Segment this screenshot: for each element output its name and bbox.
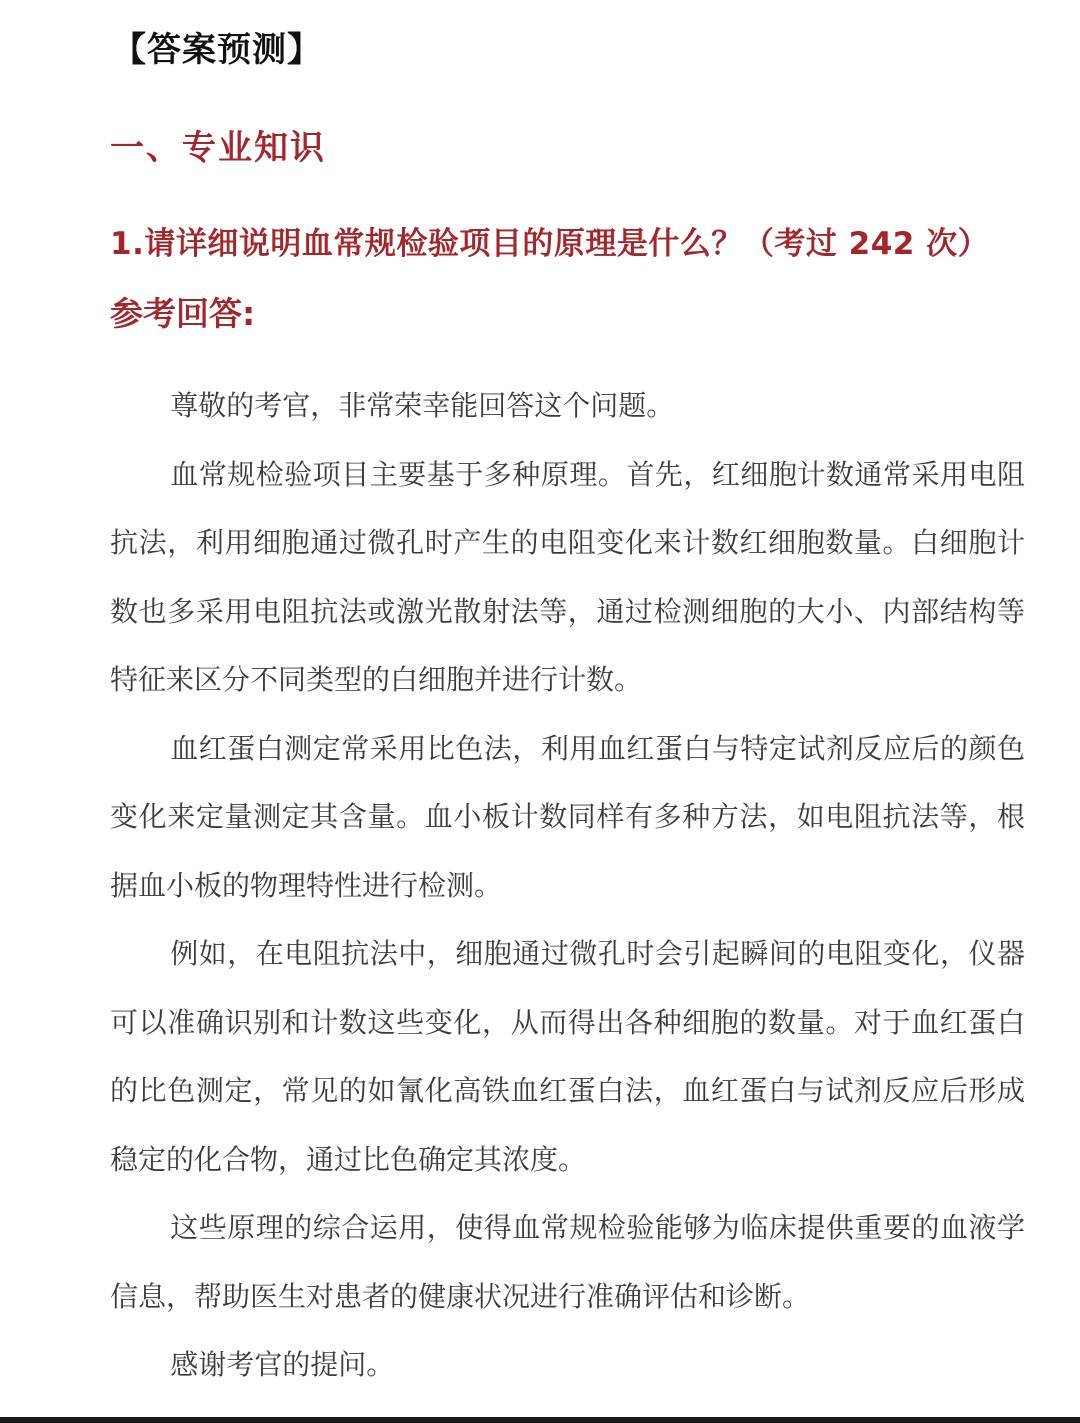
answer-paragraph: 这些原理的综合运用，使得血常规检验能够为临床提供重要的血液学信息，帮助医生对患者的健康状况进行准确评估和诊断。: [110, 1211, 1025, 1313]
question-title: 1.请详细说明血常规检验项目的原理是什么？（考过 242 次）: [110, 226, 990, 262]
bottom-border: [0, 1417, 1080, 1423]
answer-paragraph: 血常规检验项目主要基于多种原理。首先，红细胞计数通常采用电阻抗法，利用细胞通过微孔时产生的电阻变化来计数红细胞数量。白细胞计数也多采用电阻抗法或激光散射法等，通过检测细胞的大小、内部结构等特征来区分不同类型的白细胞并进行计数。: [110, 457, 1025, 696]
page-title: 【答案预测】: [112, 30, 322, 70]
answer-paragraph: 血红蛋白测定常采用比色法，利用血红蛋白与特定试剂反应后的颜色变化来定量测定其含量。血小板计数同样有多种方法，如电阻抗法等，根据血小板的物理特性进行检测。: [110, 731, 1025, 902]
answer-label: 参考回答:: [110, 294, 256, 333]
answer-paragraph: 尊敬的考官，非常荣幸能回答这个问题。: [170, 389, 675, 422]
answer-paragraph: 感谢考官的提问。: [170, 1348, 395, 1381]
section-heading: 一、专业知识: [110, 128, 326, 168]
answer-paragraph: 例如，在电阻抗法中，细胞通过微孔时会引起瞬间的电阻变化，仪器可以准确识别和计数这些变化，从而得出各种细胞的数量。对于血红蛋白的比色测定，常见的如氰化高铁血红蛋白法，血红蛋白与试剂反应后形成稳定的化合物，通过比色确定其浓度。: [110, 937, 1025, 1176]
answer-body: [110, 372, 1025, 1400]
